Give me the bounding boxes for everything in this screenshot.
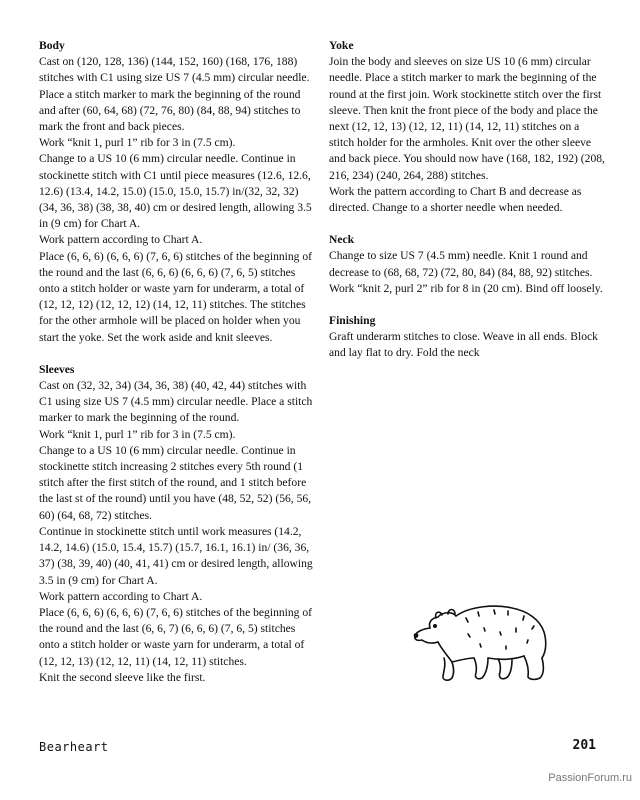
sleeves-paragraph: Work “knit 1, purl 1” rib for 3 in (7.5 cm). [39,427,236,441]
page-number: 201 [572,738,596,753]
left-column [39,38,313,702]
body-paragraph: Work “knit 1, purl 1” rib for 3 in (7.5 cm). [39,136,236,150]
section-neck [329,232,607,297]
section-heading-neck: Neck [329,233,355,247]
section-heading-body: Body [39,39,65,52]
section-finishing [329,313,607,362]
section-sleeves [39,362,313,686]
neck-paragraph: Change to size US 7 (4.5 mm) needle. Knit 1 round and decrease to (68, 68, 72) (72, 80, 84) (84, 88, 92) stitches. [329,249,593,279]
section-body [39,38,313,346]
finishing-paragraph: Graft underarm stitches to close. Weave in all ends. Block and lay flat to dry. Fold the neck [329,330,598,360]
sleeves-paragraph: Change to a US 10 (6 mm) circular needle. Continue in stockinette stitch increasing 2 stitches every 5th round (1 stitch after the first stitch of the round, and 1 stitch before the last st of the round) until you have (48, 52, 52) (56, 56, 60) (64, 68, 72) stitches. [39,443,312,522]
watermark: PassionForum.ru [548,772,632,784]
sleeves-paragraph: Knit the second sleeve like the first. [39,670,206,684]
body-paragraph: Work pattern according to Chart A. [39,233,203,247]
body-paragraph: Change to a US 10 (6 mm) circular needle. Continue in stockinette stitch with C1 until piece measures (12.6, 12.6, 12.6) (13.4, 14.2, 15.0) (15.0, 15.0, 15.7) in/(32, 32, 32) (34, 36, 38) (38, 38, 40) cm or desired length, allowing 3.5 in (9 cm) for Chart A. [39,152,312,231]
sleeves-paragraph: Place (6, 6, 6) (6, 6, 6) (7, 6, 6) stitches of the beginning of the round and the last (6, 6, 7) (6, 6, 6) (7, 6, 5) stitches onto a stitch holder or waste yarn for underarm, a total of (12, 12, 13) (12, 12, 11) (14, 12, 11) stitches. [39,605,313,668]
body-paragraph: Cast on (120, 128, 136) (144, 152, 160) (168, 176, 188) stitches with C1 using size US 7 (4.5 mm) circular needle. Place a stitch marker to mark the beginning of the round and after (60, 64, 68) (72, 76, 80) (84, 88, 94) stitches to mark the front and back pieces. [39,55,310,134]
bear-icon [408,598,554,686]
neck-paragraph: Work “knit 2, purl 2” rib for 8 in (20 cm). Bind off loosely. [329,281,603,295]
section-yoke [329,38,607,216]
section-heading-sleeves: Sleeves [39,362,75,376]
yoke-paragraph: Join the body and sleeves on size US 10 (6 mm) circular needle. Place a stitch marker to mark the beginning of the round at the first join. Work stockinette stitch over the first sleeve. Then knit the front piece of the body and place the next (12, 12, 13) (12, 12, 11) (14, 12, 11) stitches on a stitch holder for the armholes. Knit over the other sleeve and back piece. You should now have (168, 182, 192) (208, 216, 234) (240, 264, 288) stitches. [329,55,605,182]
sleeves-paragraph: Continue in stockinette stitch until work measures (14.2, 14.2, 14.6) (15.0, 15.4, 15.7) (15.7, 16.1, 16.1) in/ (36, 36, 37) (38, 39, 40) (40, 41, 41) cm or desired length, allowing 3.5 in (9 cm) for Chart A. [39,524,313,587]
book-title: Bearheart [39,740,109,754]
body-paragraph: Place (6, 6, 6) (6, 6, 6) (7, 6, 6) stitches of the beginning of the round and the last (6, 6, 6) (6, 6, 6) (7, 6, 5) stitches onto a stitch holder or waste yarn for underarm, a total of (12, 12, 12) (12, 12, 12) (14, 12, 11) stitches. The stitches for the other armhole will be placed on holder when you start the yoke. Set the work aside and knit sleeves. [39,249,313,344]
section-heading-yoke: Yoke [329,39,354,52]
section-heading-finishing: Finishing [329,314,376,328]
sleeves-paragraph: Cast on (32, 32, 34) (34, 36, 38) (40, 42, 44) stitches with C1 using size US 7 (4.5 mm) circular needle. Place a stitch marker to mark the beginning of the round. [39,379,313,425]
sleeves-paragraph: Work pattern according to Chart A. [39,589,203,603]
right-column [329,38,607,378]
yoke-paragraph: Work the pattern according to Chart B and decrease as directed. Change to a shorter needle when needed. [329,184,582,215]
